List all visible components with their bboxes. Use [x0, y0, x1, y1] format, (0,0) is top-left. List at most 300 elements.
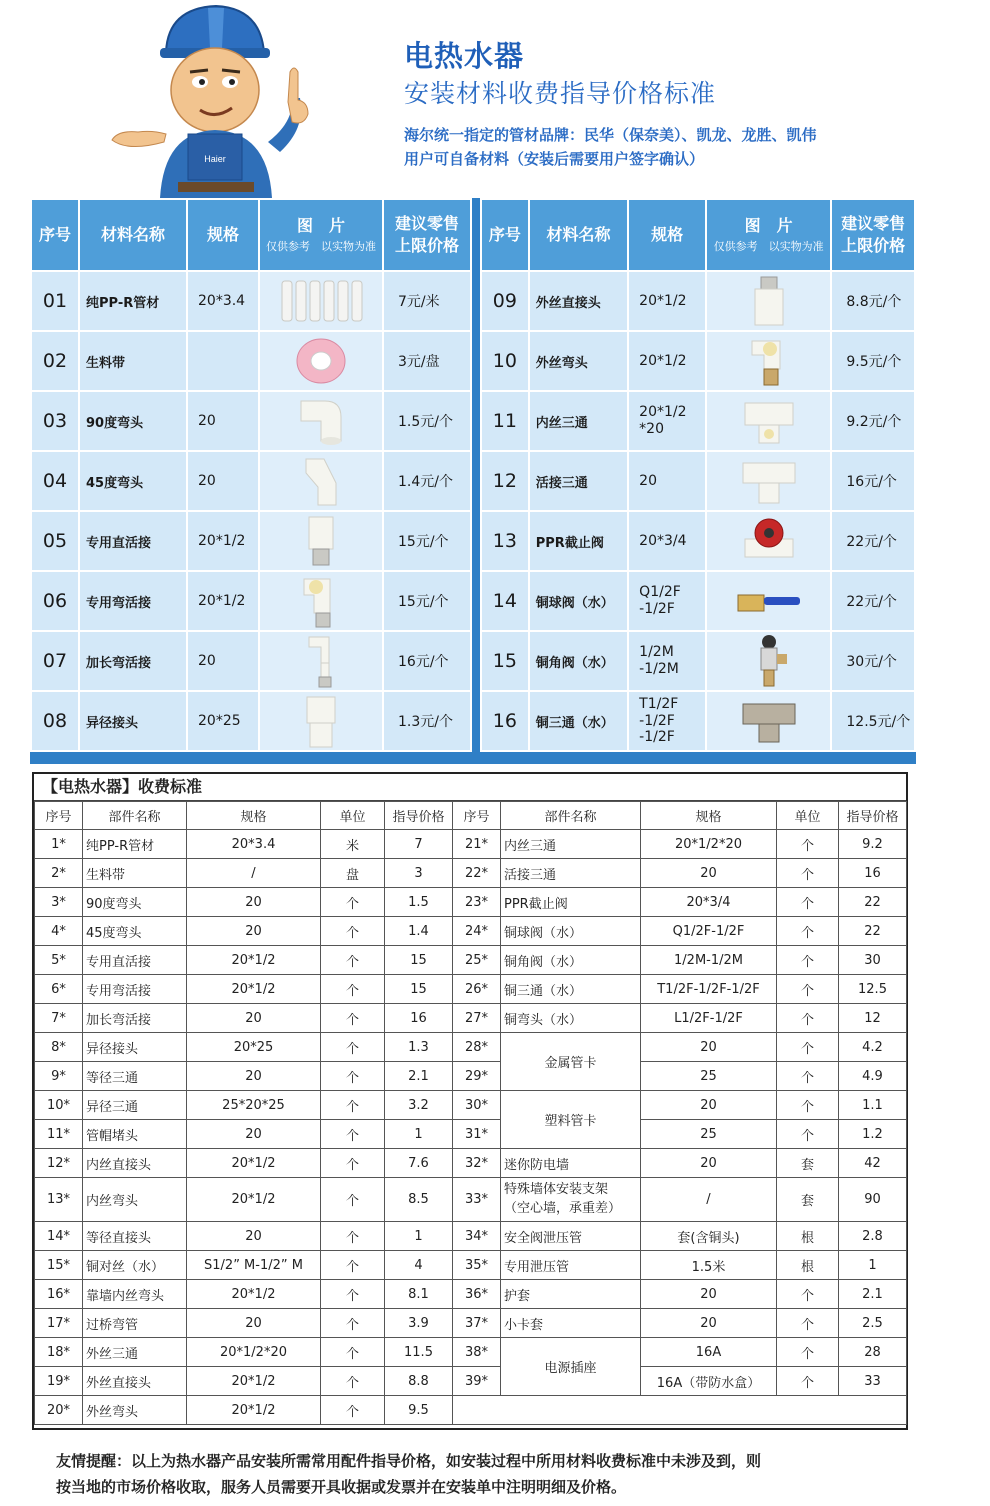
reducer-icon: [259, 691, 383, 751]
material-name: 90度弯头: [79, 391, 187, 451]
material-num: 04: [31, 451, 79, 511]
fee-col-header: 指导价格: [839, 802, 907, 830]
fee-price: 1: [839, 1251, 907, 1280]
fee-price: 28: [839, 1338, 907, 1367]
fee-spec: 20: [641, 1149, 777, 1178]
fee-spec: 20: [187, 888, 321, 917]
fee-row: [35, 1120, 907, 1149]
material-price: 15元/个: [383, 511, 471, 571]
material-spec: 20*1/2: [628, 331, 706, 391]
price-header-line2: 上限价格: [394, 236, 459, 255]
fee-price: 1: [385, 1120, 453, 1149]
material-row: [31, 391, 471, 451]
fee-price: 42: [839, 1149, 907, 1178]
fee-price: 22: [839, 888, 907, 917]
material-num: 13: [481, 511, 529, 571]
fee-part-name: 迷你防电墙: [501, 1149, 641, 1178]
fee-price: 3.2: [385, 1091, 453, 1120]
fee-price: 4: [385, 1251, 453, 1280]
material-num: 11: [481, 391, 529, 451]
material-name: 内丝三通: [529, 391, 628, 451]
fee-spec: 16A（带防水盒）: [641, 1367, 777, 1396]
fee-spec: 20*1/2: [187, 1367, 321, 1396]
fee-row: [35, 830, 907, 859]
fee-row: [35, 1396, 907, 1425]
material-price: 15元/个: [383, 571, 471, 631]
fee-spec: 20*1/2: [187, 1396, 321, 1425]
fee-spec: 20*1/2: [187, 946, 321, 975]
fee-spec: 20: [641, 1280, 777, 1309]
material-row: [481, 331, 915, 391]
fee-unit: 根: [777, 1251, 839, 1280]
material-name: 铜角阀（水）: [529, 631, 628, 691]
fee-part-name: 内丝三通: [501, 830, 641, 859]
fee-num: 9*: [35, 1062, 83, 1091]
fee-num: 13*: [35, 1178, 83, 1222]
fee-unit: 个: [777, 1033, 839, 1062]
material-num: 14: [481, 571, 529, 631]
fee-unit: 套: [777, 1149, 839, 1178]
fee-num: 6*: [35, 975, 83, 1004]
fee-part-name: 安全阀泄压管: [501, 1222, 641, 1251]
fee-part-name: 活接三通: [501, 859, 641, 888]
fee-price: 3.9: [385, 1309, 453, 1338]
material-num: 16: [481, 691, 529, 751]
fee-price: 12: [839, 1004, 907, 1033]
fee-col-header: 指导价格: [385, 802, 453, 830]
fee-price: 15: [385, 946, 453, 975]
material-spec: 20: [187, 451, 259, 511]
material-name: 专用弯活接: [79, 571, 187, 631]
material-price: 22元/个: [831, 511, 915, 571]
fee-num: 10*: [35, 1091, 83, 1120]
fee-price: 1.4: [385, 917, 453, 946]
fee-spec: 20*1/2: [187, 1280, 321, 1309]
fee-price: 1.1: [839, 1091, 907, 1120]
fee-price: 2.1: [839, 1280, 907, 1309]
fee-part-name: 护套: [501, 1280, 641, 1309]
fee-row: [35, 1280, 907, 1309]
material-spec: 20: [187, 631, 259, 691]
fee-price: 4.9: [839, 1062, 907, 1091]
material-spec: [187, 331, 259, 391]
fee-part-name: 等径直接头: [83, 1222, 187, 1251]
material-row: [31, 451, 471, 511]
material-row: [481, 391, 915, 451]
fee-price: 12.5: [839, 975, 907, 1004]
material-price: 1.5元/个: [383, 391, 471, 451]
fee-col-header: 单位: [321, 802, 385, 830]
material-name: PPR截止阀: [529, 511, 628, 571]
fee-num: 31*: [453, 1120, 501, 1149]
fee-num: 16*: [35, 1280, 83, 1309]
pipes-icon: [259, 271, 383, 331]
fee-price: 7: [385, 830, 453, 859]
fee-unit: 个: [777, 1062, 839, 1091]
fee-spec: 20: [187, 1062, 321, 1091]
fee-row: [35, 1091, 907, 1120]
fee-unit: 个: [321, 1004, 385, 1033]
fee-col-header: 部件名称: [501, 802, 641, 830]
col-header-price: [383, 199, 471, 271]
fee-spec: L1/2F-1/2F: [641, 1004, 777, 1033]
material-spec: T1/2F -1/2F -1/2F: [628, 691, 706, 751]
fee-price: 2.5: [839, 1309, 907, 1338]
material-spec: 20*1/2: [628, 271, 706, 331]
fee-part-name: 内丝弯头: [83, 1178, 187, 1222]
material-spec: 20*1/2 *20: [628, 391, 706, 451]
material-spec: 20: [628, 451, 706, 511]
image-header-title: 图 片: [296, 215, 345, 235]
ball-valve-icon: [706, 571, 831, 631]
fee-num: 35*: [453, 1251, 501, 1280]
material-num: 12: [481, 451, 529, 511]
material-name: 外丝直接头: [529, 271, 628, 331]
fee-num: 2*: [35, 859, 83, 888]
fee-price: 9.5: [385, 1396, 453, 1425]
material-price-table-right: [480, 198, 916, 752]
fee-spec: 套(含铜头): [641, 1222, 777, 1251]
fee-row: [35, 1178, 907, 1222]
col-header-spec: 规格: [187, 199, 259, 271]
material-name: 专用直活接: [79, 511, 187, 571]
svg-text:Haier: Haier: [204, 154, 226, 164]
fee-part-name: 异径三通: [83, 1091, 187, 1120]
fee-spec: 1.5米: [641, 1251, 777, 1280]
material-row: [31, 691, 471, 751]
col-header-spec: 规格: [628, 199, 706, 271]
fee-row: [35, 1149, 907, 1178]
fee-spec: 20*1/2: [187, 975, 321, 1004]
fee-part-name: 铜对丝（水）: [83, 1251, 187, 1280]
fee-part-name: 加长弯活接: [83, 1004, 187, 1033]
installer-mascot-icon: [108, 2, 326, 198]
fee-num: 14*: [35, 1222, 83, 1251]
fee-num: 38*: [453, 1338, 501, 1367]
fee-num: 25*: [453, 946, 501, 975]
fee-spec: 20*3.4: [187, 830, 321, 859]
fee-spec: 1/2M-1/2M: [641, 946, 777, 975]
material-num: 07: [31, 631, 79, 691]
material-price: 16元/个: [383, 631, 471, 691]
fee-num: 28*: [453, 1033, 501, 1062]
fee-price: 11.5: [385, 1338, 453, 1367]
fee-row: [35, 1033, 907, 1062]
fee-part-name: 外丝直接头: [83, 1367, 187, 1396]
material-price: 22元/个: [831, 571, 915, 631]
price-header-line1: 建议零售: [841, 214, 906, 234]
fee-part-name: 45度弯头: [83, 917, 187, 946]
fee-num: 24*: [453, 917, 501, 946]
fee-row: [35, 1309, 907, 1338]
material-price: 8.8元/个: [831, 271, 915, 331]
fee-unit: 个: [321, 1338, 385, 1367]
fee-empty-cell: [453, 1396, 907, 1425]
fee-num: 21*: [453, 830, 501, 859]
elbow-union-icon: [259, 571, 383, 631]
fee-part-name: 铜三通（水）: [501, 975, 641, 1004]
material-spec: 20*3.4: [187, 271, 259, 331]
material-num: 03: [31, 391, 79, 451]
fee-unit: 个: [321, 1149, 385, 1178]
material-row: [31, 271, 471, 331]
fee-spec: 20: [187, 1222, 321, 1251]
fee-price: 4.2: [839, 1033, 907, 1062]
fee-unit: 个: [321, 1396, 385, 1425]
fee-unit: 个: [777, 1309, 839, 1338]
fee-spec: 20*1/2: [187, 1178, 321, 1222]
fee-unit: 个: [777, 1280, 839, 1309]
material-price: 16元/个: [831, 451, 915, 511]
fee-col-header: 规格: [641, 802, 777, 830]
material-price: 3元/盘: [383, 331, 471, 391]
tape-icon: [259, 331, 383, 391]
fee-price: 1.2: [839, 1120, 907, 1149]
fee-part-name: 内丝直接头: [83, 1149, 187, 1178]
fee-unit: 个: [321, 1178, 385, 1222]
fee-price: 8.1: [385, 1280, 453, 1309]
material-num: 09: [481, 271, 529, 331]
fee-price: 8.5: [385, 1178, 453, 1222]
fee-row: [35, 1062, 907, 1091]
fee-price: 2.8: [839, 1222, 907, 1251]
fee-price: 90: [839, 1178, 907, 1222]
fee-part-name: 专用泄压管: [501, 1251, 641, 1280]
fee-row: [35, 1338, 907, 1367]
fee-table-title: 【电热水器】收费标准: [34, 774, 906, 801]
material-price-table-left: [30, 198, 472, 752]
fee-price: 7.6: [385, 1149, 453, 1178]
fee-part-name: 纯PP-R管材: [83, 830, 187, 859]
fee-col-header: 序号: [453, 802, 501, 830]
material-row: [31, 631, 471, 691]
price-header-line1: 建议零售: [394, 214, 459, 234]
fee-standard-section: [32, 772, 908, 1430]
fee-col-header: 序号: [35, 802, 83, 830]
material-num: 01: [31, 271, 79, 331]
fee-unit: 个: [321, 1222, 385, 1251]
fee-spec: 20*25: [187, 1033, 321, 1062]
material-name: 活接三通: [529, 451, 628, 511]
brand-note: 海尔统一指定的管材品牌：民华（保奈美）、凯龙、龙胜、凯伟: [404, 126, 817, 144]
fee-price: 2.1: [385, 1062, 453, 1091]
fee-spec: 20: [187, 1004, 321, 1033]
fee-part-name: 塑料管卡: [501, 1091, 641, 1149]
fee-part-name: 靠墙内丝弯头: [83, 1280, 187, 1309]
material-spec: 20*1/2: [187, 571, 259, 631]
fee-num: 8*: [35, 1033, 83, 1062]
material-spec: Q1/2F -1/2F: [628, 571, 706, 631]
page-subtitle: 安装材料收费指导价格标准: [404, 79, 717, 108]
material-name: 45度弯头: [79, 451, 187, 511]
material-spec: 20*1/2: [187, 511, 259, 571]
fee-num: 36*: [453, 1280, 501, 1309]
fee-price: 1: [385, 1222, 453, 1251]
col-header-price: [831, 199, 915, 271]
material-price: 30元/个: [831, 631, 915, 691]
fee-unit: 个: [777, 946, 839, 975]
material-price: 9.2元/个: [831, 391, 915, 451]
fee-row: [35, 1367, 907, 1396]
fee-unit: 个: [321, 1309, 385, 1338]
fee-row: [35, 1222, 907, 1251]
material-num: 06: [31, 571, 79, 631]
fee-num: 7*: [35, 1004, 83, 1033]
col-header-num: 序号: [481, 199, 529, 271]
fee-unit: 个: [777, 1367, 839, 1396]
fee-part-name: 专用弯活接: [83, 975, 187, 1004]
fee-unit: 套: [777, 1178, 839, 1222]
fee-price: 15: [385, 975, 453, 1004]
fee-num: 33*: [453, 1178, 501, 1222]
col-header-name: 材料名称: [529, 199, 628, 271]
fee-price: 1.5: [385, 888, 453, 917]
stop-valve-icon: [706, 511, 831, 571]
material-spec: 20: [187, 391, 259, 451]
material-price: 1.4元/个: [383, 451, 471, 511]
fee-part-name: 铜球阀（水）: [501, 917, 641, 946]
material-price: 1.3元/个: [383, 691, 471, 751]
fee-spec: 20: [187, 917, 321, 946]
col-header-name: 材料名称: [79, 199, 187, 271]
fee-unit: 个: [321, 1062, 385, 1091]
fee-unit: 个: [321, 1091, 385, 1120]
fee-price: 22: [839, 917, 907, 946]
material-price: 7元/米: [383, 271, 471, 331]
self-supply-note: 用户可自备材料（安装后需要用户签字确认）: [404, 150, 705, 168]
fee-unit: 个: [321, 888, 385, 917]
fee-num: 12*: [35, 1149, 83, 1178]
angle-valve-icon: [706, 631, 831, 691]
col-header-num: 序号: [31, 199, 79, 271]
fee-unit: 个: [321, 1367, 385, 1396]
fee-spec: 20: [187, 1120, 321, 1149]
fee-row: [35, 975, 907, 1004]
fee-unit: 个: [321, 1251, 385, 1280]
fee-col-header: 单位: [777, 802, 839, 830]
fee-unit: 个: [777, 888, 839, 917]
long-elbow-union-icon: [259, 631, 383, 691]
fee-unit: 个: [321, 1280, 385, 1309]
fee-part-name: 小卡套: [501, 1309, 641, 1338]
fee-col-header: 规格: [187, 802, 321, 830]
fee-part-name: 特殊墙体安装支架 （空心墙，承重差）: [501, 1178, 641, 1222]
fee-unit: 个: [777, 859, 839, 888]
fee-part-name: 专用直活接: [83, 946, 187, 975]
fee-price: 3: [385, 859, 453, 888]
fee-part-name: 外丝弯头: [83, 1396, 187, 1425]
material-num: 10: [481, 331, 529, 391]
material-row: [481, 271, 915, 331]
material-row: [31, 331, 471, 391]
fee-spec: 16A: [641, 1338, 777, 1367]
fee-num: 5*: [35, 946, 83, 975]
material-name: 铜球阀（水）: [529, 571, 628, 631]
male-straight-icon: [706, 271, 831, 331]
fee-spec: /: [187, 859, 321, 888]
fee-spec: 25: [641, 1120, 777, 1149]
fee-price: 1.3: [385, 1033, 453, 1062]
price-header-line2: 上限价格: [841, 236, 906, 255]
fee-row: [35, 1004, 907, 1033]
fee-spec: 20*1/2: [187, 1149, 321, 1178]
material-row: [31, 571, 471, 631]
fee-num: 22*: [453, 859, 501, 888]
fee-row: [35, 859, 907, 888]
fee-unit: 个: [777, 1338, 839, 1367]
col-header-image: [259, 199, 383, 271]
fee-part-name: 铜角阀（水）: [501, 946, 641, 975]
fee-unit: 个: [777, 975, 839, 1004]
header: [0, 0, 990, 198]
fee-num: 19*: [35, 1367, 83, 1396]
fee-price: 16: [839, 859, 907, 888]
fee-standard-table: [34, 801, 907, 1425]
fee-part-name: 等径三通: [83, 1062, 187, 1091]
material-num: 05: [31, 511, 79, 571]
fee-num: 29*: [453, 1062, 501, 1091]
fee-unit: 个: [777, 1091, 839, 1120]
material-name: 生料带: [79, 331, 187, 391]
fee-num: 34*: [453, 1222, 501, 1251]
material-row: [481, 511, 915, 571]
fee-num: 17*: [35, 1309, 83, 1338]
fee-spec: 25: [641, 1062, 777, 1091]
footer-line-2: 按当地的市场价格收取，服务人员需要开具收据或发票并在安装单中注明明细及价格。: [56, 1478, 627, 1496]
fee-num: 4*: [35, 917, 83, 946]
fee-spec: T1/2F-1/2F-1/2F: [641, 975, 777, 1004]
fee-spec: 20: [641, 1309, 777, 1338]
fee-spec: Q1/2F-1/2F: [641, 917, 777, 946]
fee-price: 30: [839, 946, 907, 975]
fee-num: 11*: [35, 1120, 83, 1149]
fee-part-name: 电源插座: [501, 1338, 641, 1396]
material-spec: 1/2M -1/2M: [628, 631, 706, 691]
fee-unit: 盘: [321, 859, 385, 888]
material-row: [31, 511, 471, 571]
fee-spec: 20*1/2*20: [641, 830, 777, 859]
fee-unit: 个: [321, 917, 385, 946]
fee-spec: 20: [641, 1091, 777, 1120]
fee-unit: 个: [321, 1033, 385, 1062]
fee-row: [35, 1251, 907, 1280]
fee-num: 26*: [453, 975, 501, 1004]
fee-unit: 个: [321, 946, 385, 975]
fee-spec: 20: [641, 1033, 777, 1062]
material-row: [481, 691, 915, 751]
fee-num: 3*: [35, 888, 83, 917]
fee-part-name: 外丝三通: [83, 1338, 187, 1367]
material-name: 异径接头: [79, 691, 187, 751]
straight-union-icon: [259, 511, 383, 571]
footer-line-1: 友情提醒：以上为热水器产品安装所需常用配件指导价格，如安装过程中所用材料收费标准中未涉及到，则: [56, 1452, 762, 1470]
fee-spec: 20: [187, 1309, 321, 1338]
fee-unit: 个: [777, 1120, 839, 1149]
fee-part-name: 异径接头: [83, 1033, 187, 1062]
fee-spec: S1/2” M-1/2” M: [187, 1251, 321, 1280]
fee-part-name: PPR截止阀: [501, 888, 641, 917]
fee-price: 16: [385, 1004, 453, 1033]
image-header-note: 仅供参考 以实物为准: [713, 240, 824, 254]
fee-row: [35, 946, 907, 975]
footer-reminder: [56, 1448, 936, 1500]
material-price-panel: [30, 198, 916, 764]
fee-spec: 20: [641, 859, 777, 888]
fee-num: 23*: [453, 888, 501, 917]
fee-row: [35, 888, 907, 917]
col-header-image: [706, 199, 831, 271]
fee-spec: /: [641, 1178, 777, 1222]
